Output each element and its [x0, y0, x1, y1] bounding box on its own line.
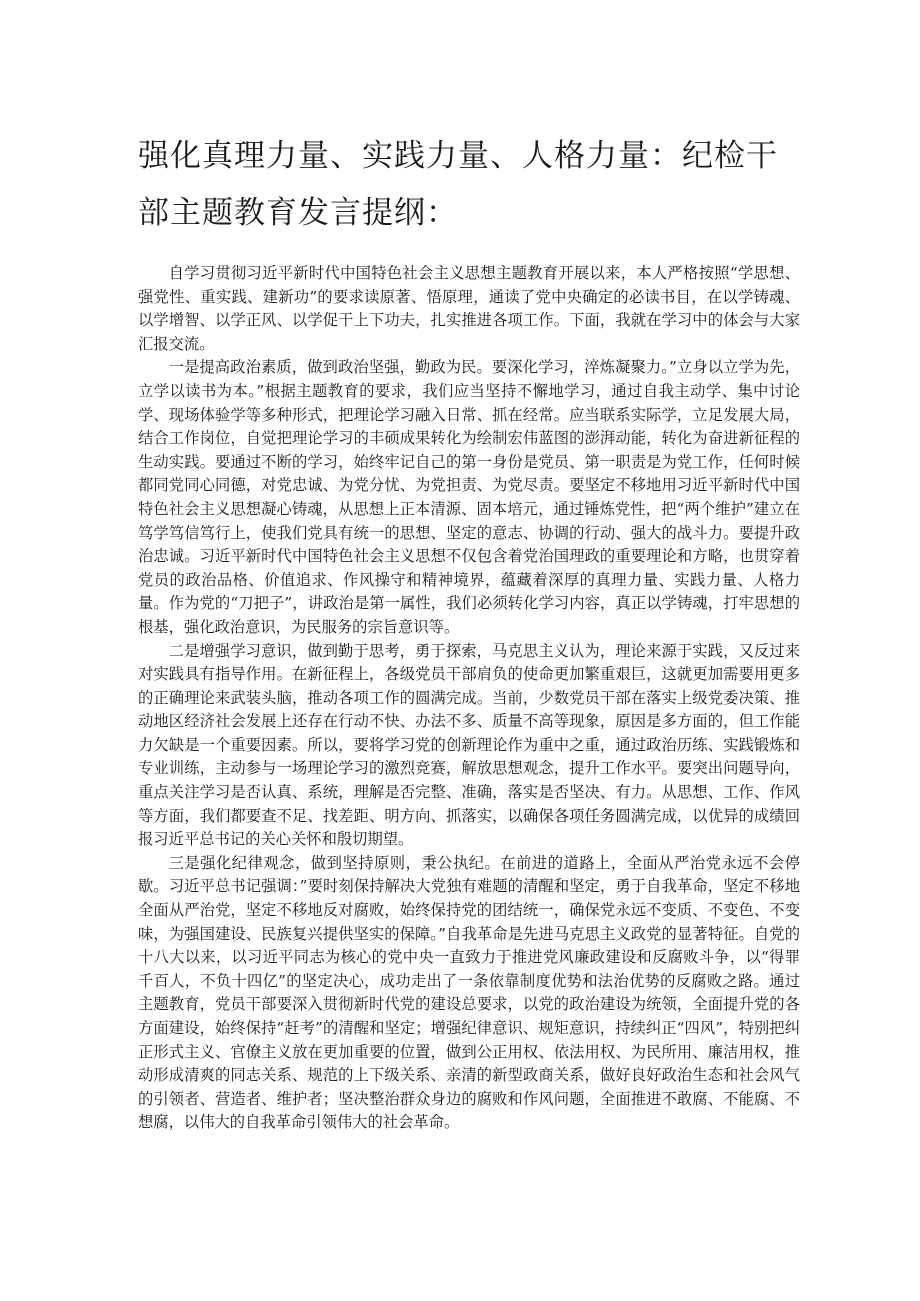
paragraph-political-quality: 一是提高政治素质，做到政治坚强，勤政为民。要深化学习，淬炼凝聚力。”立身以立学为先，立学以读书为本。”根据主题教育的要求，我们应当坚持不懈地学习，通过自我主动学、集中讨论学、现场体验学等多种形式，把理论学习融入日常、抓在经常。应当联系实际学，立足发展大局，结合工作岗位，自觉把理论学习的丰硕成果转化为绘制宏伟蓝图的澎湃动能，转化为奋进新征程的生动实践。要通过不断的学习，始终牢记自己的第一身份是党员、第一职责是为党工作，任何时候都同党同心同德，对党忠诚、为党分忧、为党担责、为党尽责。要坚定不移地用习近平新时代中国特色社会主义思想凝心铸魂，从思想上正本清源、固本培元，通过锤炼党性，把“两个维护”建立在笃学笃信笃行上，使我们党具有统一的思想、坚定的意志、协调的行动、强大的战斗力。要提升政治忠诚。习近平新时代中国特色社会主义思想不仅包含着党治国理政的重要理论和方略，也贯穿着党员的政治品格、价值追求、作风操守和精神境界，蕴藏着深厚的真理力量、实践力量、人格力量。作为党的“刀把子”，讲政治是第一属性，我们必须转化学习内容，真正以学铸魂，打牢思想的根基，强化政治意识，为民服务的宗旨意识等。	[138, 358, 800, 636]
paragraph-learning-awareness: 二是增强学习意识，做到勤于思考，勇于探索，马克思主义认为，理论来源于实践，又反过来对实践具有指导作用。在新征程上，各级党员干部肩负的使命更加繁重艰巨，这就更加需要用更多的正确理论来武装头脑，推动各项工作的圆满完成。当前，少数党员干部在落实上级党委决策、推动地区经济社会发展上还存在行动不快、办法不多、质量不高等现象，原因是多方面的，但工作能力欠缺是一个重要因素。所以，要将学习党的创新理论作为重中之重，通过政治历练、实践锻炼和专业训练，主动参与一场理论学习的激烈竞赛，解放思想观念，提升工作水平。要突出问题导向，重点关注学习是否认真、系统，理解是否完整、准确，落实是否坚决、有力。从思想、工作、作风等方面，我们都要查不足、找差距、明方向、抓落实，以确保各项任务圆满完成，以优异的成绩回报习近平总书记的关心关怀和殷切期望。	[138, 641, 800, 849]
paragraph-intro: 自学习贯彻习近平新时代中国特色社会主义思想主题教育开展以来，本人严格按照“学思想、强党性、重实践、建新功”的要求读原著、悟原理，通读了党中央确定的必读书目，在以学铸魂、以学增智、以学正风、以学促干上下功夫，扎实推进各项工作。下面，我就在学习中的体会与大家汇报交流。	[138, 264, 800, 353]
document-title: 强化真理力量、实践力量、人格力量：纪检干部主题教育发言提纲：	[138, 138, 778, 231]
document-body	[138, 262, 800, 1135]
paragraph-discipline: 三是强化纪律观念，做到坚持原则，秉公执纪。在前进的道路上，全面从严治党永远不会停歇。习近平总书记强调：”要时刻保持解决大党独有难题的清醒和坚定，勇于自我革命，坚定不移地全面从严治党，坚定不移地反对腐败，始终保持党的团结统一，确保党永远不变质、不变色、不变味，为强国建设、民族复兴提供坚实的保障。”自我革命是先进马克思主义政党的显著特征。自党的十八大以来，以习近平同志为核心的党中央一直致力于推进党风廉政建设和反腐败斗争，以“得罪千百人，不负十四亿”的坚定决心，成功走出了一条依靠制度优势和法治优势的反腐败之路。通过主题教育，党员干部要深入贯彻新时代党的建设总要求，以党的政治建设为统领，全面提升党的各方面建设，始终保持“赶考”的清醒和坚定；增强纪律意识、规矩意识，持续纠正“四风”，特别把纠正形式主义、官僚主义放在更加重要的位置，做到公正用权、依法用权、为民所用、廉洁用权，推动形成清爽的同志关系、规范的上下级关系、亲清的新型政商关系，做好良好政治生态和社会风气的引领者、营造者、维护者；坚决整治群众身边的腐败和作风问题，全面推进不敢腐、不能腐、不想腐，以伟大的自我革命引领伟大的社会革命。	[138, 853, 800, 1132]
